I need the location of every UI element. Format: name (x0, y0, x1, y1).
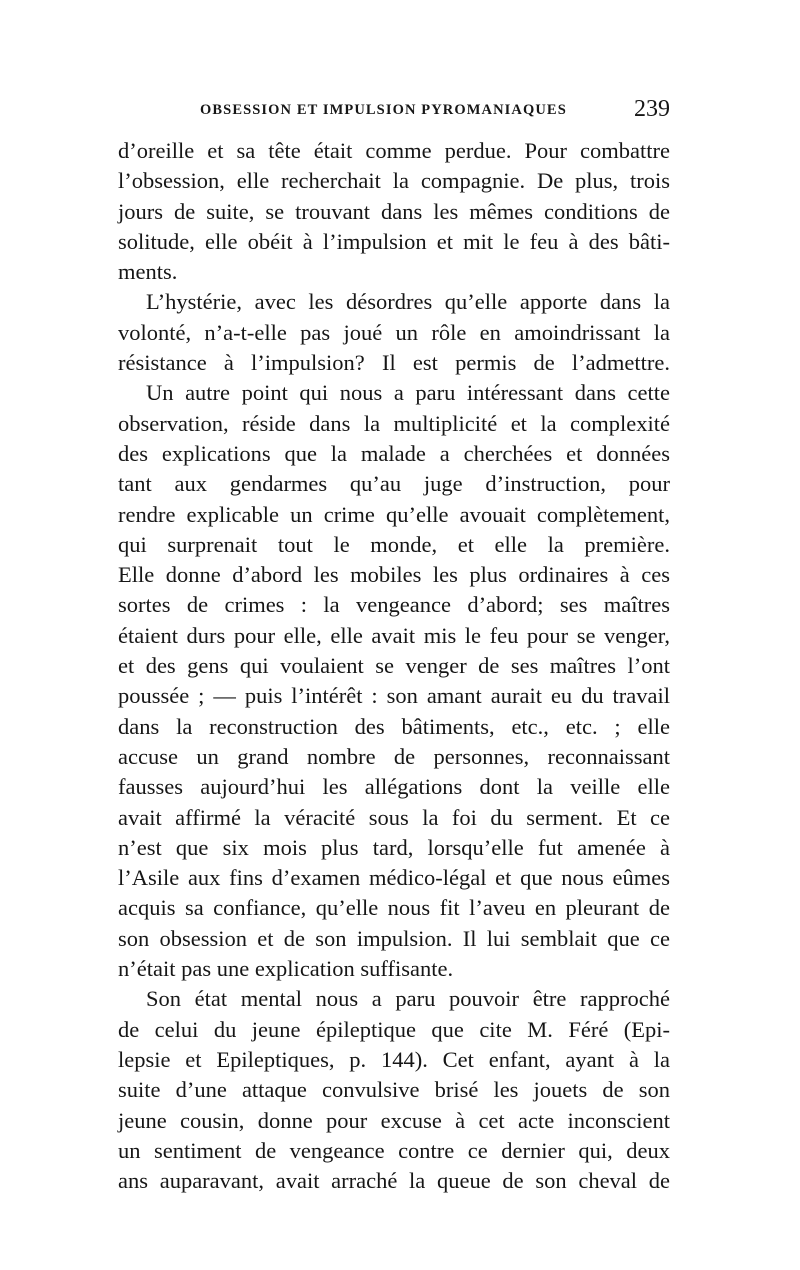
text-line: qui surprenait tout le monde, et elle la première. (118, 531, 670, 557)
text-line: volonté, n’a-t-elle pas joué un rôle en amoindrissant la (118, 319, 670, 345)
text-line: rendre explicable un crime qu’elle avouait complètement, (118, 501, 670, 527)
text-line: ments. (118, 259, 178, 285)
running-title: OBSESSION ET IMPULSION PYROMANIAQUES (200, 102, 567, 118)
text-line: et des gens qui voulaient se venger de ses maîtres l’ont (118, 653, 670, 679)
text-line: ans auparavant, avait arraché la queue de son cheval de (118, 1168, 670, 1194)
text-line: accuse un grand nombre de personnes, reconnaissant (118, 743, 670, 769)
text-line: acquis sa confiance, qu’elle nous fit l’aveu en pleurant de (118, 895, 670, 921)
text-line: résistance à l’impulsion? Il est permis de l’admettre. (118, 350, 670, 376)
text-line: Son état mental nous a paru pouvoir être rapproché (146, 986, 670, 1012)
text-line: lepsie et Epileptiques, p. 144). Cet enfant, ayant à la (118, 1046, 670, 1072)
text-line: jeune cousin, donne pour excuse à cet acte inconscient (118, 1107, 670, 1133)
text-line: solitude, elle obéit à l’impulsion et mit le feu à des bâti- (118, 228, 670, 254)
text-line: dans la reconstruction des bâtiments, etc., etc. ; elle (118, 713, 670, 739)
text-line: observation, réside dans la multiplicité et la complexité (118, 410, 670, 436)
text-line: des explications que la malade a cherchées et données (118, 440, 670, 466)
text-line: poussée ; — puis l’intérêt : son amant aurait eu du travail (118, 683, 670, 709)
text-line: Un autre point qui nous a paru intéressant dans cette (146, 380, 670, 406)
text-line: d’oreille et sa tête était comme perdue. Pour combattre (118, 138, 670, 163)
text-line: sortes de crimes : la vengeance d’abord; ses maîtres (118, 592, 670, 618)
text-line: suite d’une attaque convulsive brisé les jouets de son (118, 1077, 670, 1103)
text-line: de celui du jeune épileptique que cite M. Féré (Epi- (118, 1016, 670, 1042)
text-line: n’était pas une explication suffisante. (118, 956, 454, 982)
text-line: Elle donne d’abord les mobiles les plus ordinaires à ces (118, 562, 670, 588)
text-line: avait affirmé la véracité sous la foi du serment. Et ce (118, 804, 670, 830)
running-head (200, 96, 670, 124)
text-line: étaient durs pour elle, elle avait mis le feu pour se venger, (118, 622, 670, 648)
text-line: n’est que six mois plus tard, lorsqu’elle fut amenée à (118, 834, 670, 860)
text-line: fausses aujourd’hui les allégations dont la veille elle (118, 774, 670, 800)
text-line: l’Asile aux fins d’examen médico-légal et que nous eûmes (118, 865, 670, 891)
text-line: tant aux gendarmes qu’au juge d’instruction, pour (118, 471, 670, 497)
text-line: L’hystérie, avec les désordres qu’elle apporte dans la (146, 289, 670, 315)
page-number: 239 (634, 96, 670, 122)
text-line: jours de suite, se trouvant dans les mêmes conditions de (118, 198, 670, 224)
text-line: un sentiment de vengeance contre ce dernier qui, deux (118, 1137, 670, 1163)
text-line: l’obsession, elle recherchait la compagnie. De plus, trois (118, 168, 670, 194)
body-text (118, 136, 670, 1196)
text-line: son obsession et de son impulsion. Il lui semblait que ce (118, 925, 670, 951)
